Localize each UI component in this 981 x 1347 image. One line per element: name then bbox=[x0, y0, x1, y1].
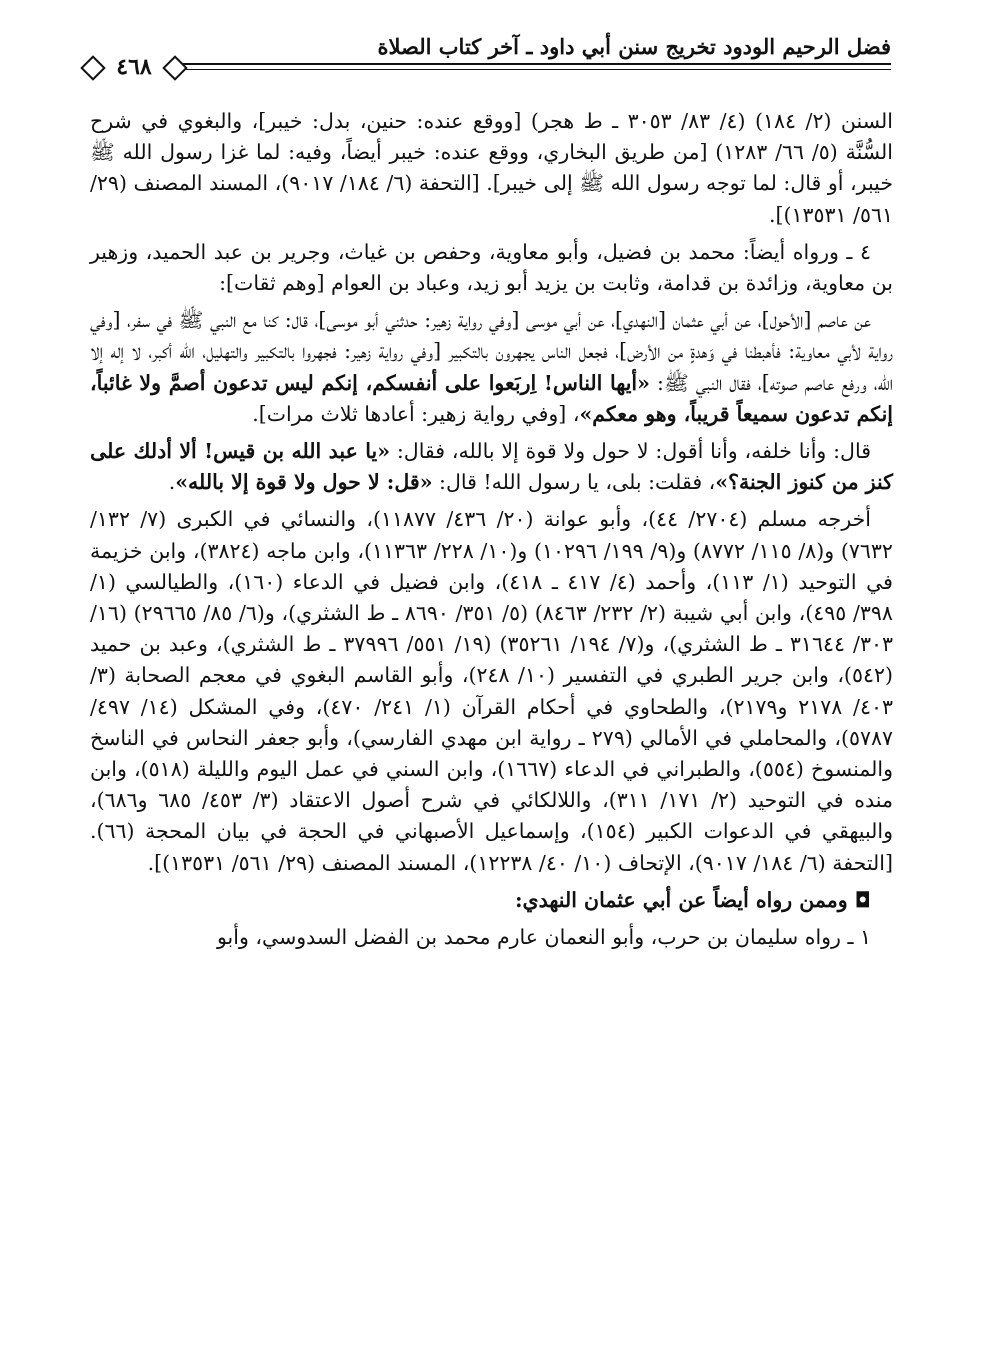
paragraph-text: ، [وفي رواية زهير: أعادها ثلاث مرات]. bbox=[252, 401, 580, 426]
paragraph-text: ١ ـ رواه سليمان بن حرب، وأبو النعمان عارم محمد بن الفضل السدوسي، وأبو bbox=[216, 925, 871, 950]
paragraph-citation-continuation bbox=[90, 106, 893, 231]
paragraph-text: عن عاصم [الأحول]، عن أبي عثمان [النهدي]، عن أبي موسى [وفي رواية زهير: حدثني أبو موسى]، قال: كنا مع النبي ﷺ في سفر، [وفي رواية لأبي معاوية: فأهبطنا في وَهدةٍ من الأرض]، فجعل الناس يجهرون بالتكبير [وفي رواية زهير: فجهروا بالتكبير والتهليل، الله أكبر، لا إله إلا الله، ورفع عاصم صوته]، فقال النبي ﷺ: bbox=[90, 308, 894, 395]
paragraph-text: أخرجه مسلم (٢٧٠٤/ ٤٤)، وأبو عوانة (٢٠/ ٤٣٦/ ١١٨٧٧)، والنسائي في الكبرى (٧/ ١٣٢/ ٧٦٣٢) و(٨/ ١١٥/ ٨٧٧٢) و(٩/ ١٩٩/ ١٠٢٩٦) و(١٠/ ٢٢٨/ ١١٣٦٣)، وابن ماجه (٣٨٢٤)، وابن خزيمة في التوحيد (١/ ١١٣)، وأحمد (٤/ ٤١٧ ـ ٤١٨)، وابن فضيل في الدعاء (١٦٠)، والطيالسي (١/ ٣٩٨/ ٤٩٥)، وابن أبي شيبة (٢/ ٢٣٢/ ٨٤٦٣) (٥/ ٣٥١/ ٨٦٩٠ ـ ط الشثري)، و(٦/ ٨٥/ ٢٩٦٦٥) (١٦/ ٣٠٣/ ٣١٦٤٤ ـ ط الشثري)، و(٧/ ١٩٤/ ٣٥٢٦١) (١٩/ ٥٥١/ ٣٧٩٩٦ ـ ط الشثري)، وعبد بن حميد (٥٤٢)، وابن جرير الطبري في التفسير (١٠/ ٢٤٨)، وأبو القاسم البغوي في معجم الصحابة (٣/ ٤٠٣/ ٢١٧٨ و٢١٧٩)، والطحاوي في أحكام القرآن (١/ ٢٤١/ ٤٧٠)، وفي المشكل (١٤/ ٤٩٧/ ٥٧٨٧)، والمحاملي في الأمالي (٢٧٩ ـ رواية ابن مهدي الفارسي)، وأبو جعفر النحاس في الناسخ والمنسوخ (٥٥٤)، والطبراني في الدعاء (١٦٦٧)، وابن السني في عمل اليوم والليلة (٥١٨)، وابن منده في التوحيد (٢/ ١٧١/ ٣١١)، واللالكائي في شرح أصول الاعتقاد (٣/ ٤٥٣/ ٦٨٥ و٦٨٦)، والبيهقي في الدعوات الكبير (١٥٤)، وإسماعيل الأصبهاني في الحجة في بيان المحجة (٦٦). [التحفة (٦/ ١٨٤/ ٩٠١٧)، الإتحاف (١٠/ ٤٠/ ١٢٢٣٨)، المسند المصنف (٢٩/ ٥٦١/ ١٣٥٣١)]. bbox=[90, 507, 893, 875]
hadith-quote: «قل: لا حول ولا قوة إلا بالله» bbox=[175, 470, 433, 495]
paragraph-text: . bbox=[168, 470, 176, 495]
hadith-quote: «يا عبد الله بن قيس! ألا أدلك على كنز من كنوز الجنة؟» bbox=[90, 439, 893, 495]
paragraph-takhrij bbox=[90, 504, 893, 878]
section-heading-text: ◘ وممن رواه أيضاً عن أبي عثمان النهدي: bbox=[514, 887, 871, 912]
page-header bbox=[88, 30, 891, 92]
header-rule bbox=[88, 63, 891, 65]
paragraph-list-item bbox=[90, 922, 893, 953]
hadith-quote: «أيها الناس! اِربَعوا على أنفسكم، إنكم ليس تدعون أصمَّ ولا غائباً، إنكم تدعون سميعاً قريباً، وهو معكم» bbox=[90, 370, 893, 426]
paragraph-hadith-continuation bbox=[90, 436, 893, 498]
page-body bbox=[90, 106, 893, 959]
section-heading bbox=[90, 885, 893, 916]
paragraph-text: السنن (٢/ ١٨٤) (٤/ ٨٣/ ٣٠٥٣ ـ ط هجر) [ووقع عنده: حنين، بدل: خيبر]، والبغوي في شرح السُّنَّة (٥/ ٦٦/ ١٢٨٣) [من طريق البخاري، ووقع عنده: خيبر أيضاً، وفيه: لما غزا رسول الله ﷺ خيبر، أو قال: لما توجه رسول الله ﷺ إلى خيبر]. [التحفة (٦/ ١٨٤/ ٩٠١٧)، المسند المصنف (٢٩/ ٥٦١/ ١٣٥٣١)]. bbox=[90, 109, 893, 227]
paragraph-text: قال: وأنا خلفه، وأنا أقول: لا حول ولا قوة إلا بالله، فقال: bbox=[390, 439, 871, 464]
paragraph-text: ٤ ـ ورواه أيضاً: محمد بن فضيل، وأبو معاوية، وحفص بن غياث، وجرير بن عبد الحميد، وزهير بن معاوية، وزائدة بن قدامة، وثابت بن يزيد أبو زيد، وعباد بن العوام [وهم ثقات]: bbox=[90, 239, 893, 296]
paragraph-text: ، فقلت: بلى، يا رسول الله! قال: bbox=[432, 470, 716, 495]
paragraph-hadith bbox=[90, 305, 893, 430]
page-number: ٤٦٨ bbox=[110, 54, 157, 80]
page-number-ornament bbox=[88, 52, 180, 82]
header-rule-thin bbox=[88, 69, 891, 70]
running-title: فضل الرحيم الودود تخريج سنن أبي داود ـ آخر كتاب الصلاة bbox=[377, 34, 891, 59]
paragraph-narrators bbox=[90, 237, 893, 299]
